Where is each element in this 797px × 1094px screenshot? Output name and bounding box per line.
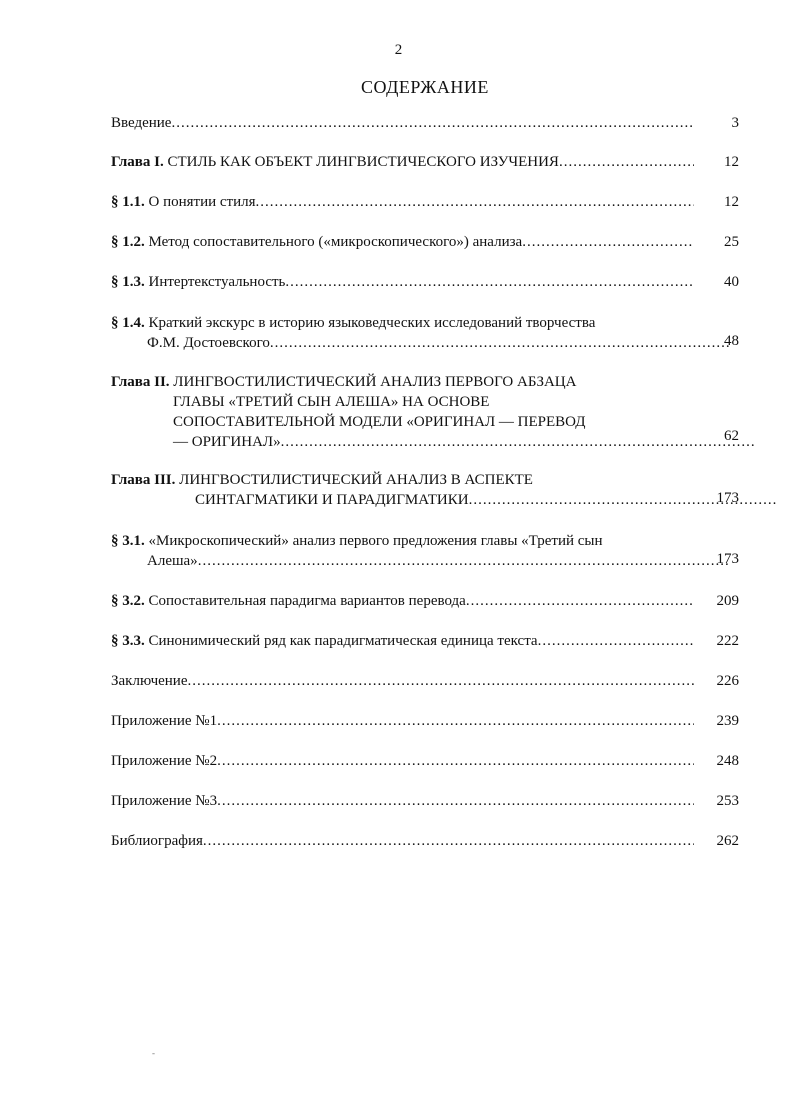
dot-leader [281, 432, 756, 452]
toc-entry-section-1-2 [111, 232, 739, 252]
toc-line [111, 711, 694, 731]
dot-leader [203, 831, 694, 851]
toc-entry-conclusion [111, 671, 739, 691]
toc-entry-section-1-1 [111, 192, 739, 212]
toc-entry-appendix-1 [111, 711, 739, 731]
toc-page-number: 248 [716, 753, 739, 769]
toc-entry-text: — ОРИГИНАЛ» [173, 434, 281, 450]
dot-leader [198, 551, 730, 571]
toc-entry-label: Глава II. [111, 374, 170, 390]
toc-entry-section-1-3 [111, 272, 739, 292]
dot-leader [270, 333, 730, 353]
toc-page-number: 12 [724, 154, 739, 170]
toc-page-number: 62 [724, 428, 739, 444]
dot-leader [559, 152, 694, 172]
toc-entry-appendix-2 [111, 751, 739, 771]
toc-entry-text: Введение [111, 115, 172, 131]
toc-page-number: 222 [716, 633, 739, 649]
toc-entry-text: Краткий экскурс в историю языковедческих исследований творчества [148, 315, 596, 331]
toc-entry-label: § 1.1. [111, 194, 145, 210]
toc-entry-label: § 1.4. [111, 315, 145, 331]
toc-page-number: 48 [724, 333, 739, 349]
toc-line [111, 751, 694, 771]
toc-entry-section-3-3 [111, 631, 739, 651]
toc-entry-text: «Микроскопический» анализ первого предложения главы «Третий сын [148, 533, 603, 549]
toc-entry-text: Приложение №1 [111, 713, 218, 729]
toc-page-number: 262 [716, 833, 739, 849]
toc-entry-text: О понятии стиля [148, 194, 256, 210]
dot-leader [217, 791, 694, 811]
toc-entry-text: Синонимический ряд как парадигматическая единица текста [148, 633, 538, 649]
toc-entry-label: Глава III. [111, 472, 176, 488]
page-number: 2 [394, 42, 403, 58]
toc-line [111, 551, 730, 571]
toc-entry-bibliography [111, 831, 739, 851]
dot-leader [171, 113, 694, 133]
toc-line [111, 372, 739, 392]
toc-page-number: 226 [716, 673, 739, 689]
toc-line [111, 490, 778, 510]
toc-page-number: 12 [724, 194, 739, 210]
toc-entry-text: Алеша» [147, 553, 198, 569]
toc-line [111, 631, 694, 651]
toc-line [111, 392, 739, 412]
toc-line [111, 333, 730, 353]
toc-entry-label: § 3.1. [111, 533, 145, 549]
dot-leader [538, 631, 694, 651]
toc-entry-appendix-3 [111, 791, 739, 811]
toc-entry-text: ГЛАВЫ «ТРЕТИЙ СЫН АЛЕША» НА ОСНОВЕ [173, 394, 490, 410]
toc-entry-chapter-3 [111, 470, 739, 510]
toc-entry-text: Интертекстуальность [148, 274, 286, 290]
dot-leader [217, 751, 694, 771]
dot-leader [217, 711, 694, 731]
toc-entry-introduction [111, 113, 739, 133]
footer-mark: - [152, 1048, 155, 1058]
toc-line [111, 470, 739, 490]
toc-entry-text: Библиография [111, 833, 203, 849]
dot-leader [188, 671, 695, 691]
toc-entry-text: Метод сопоставительного («микроскопического») анализа [148, 234, 523, 250]
toc-entry-text: СОПОСТАВИТЕЛЬНОЙ МОДЕЛИ «ОРИГИНАЛ — ПЕРЕВОД [173, 414, 586, 430]
toc-line [111, 412, 739, 432]
dot-leader [466, 591, 694, 611]
toc-entry-text: Сопоставительная парадигма вариантов перевода [148, 593, 466, 609]
toc-page-number: 209 [716, 593, 739, 609]
toc-entry-label: § 1.3. [111, 274, 145, 290]
toc-page-number: 253 [716, 793, 739, 809]
toc-entry-text: ЛИНГВОСТИЛИСТИЧЕСКИЙ АНАЛИЗ В АСПЕКТЕ [179, 472, 533, 488]
toc-entry-section-3-1 [111, 531, 739, 571]
toc-entry-chapter-2 [111, 372, 739, 452]
toc-page-number: 173 [716, 551, 739, 567]
dot-leader [522, 232, 694, 252]
dot-leader [285, 272, 694, 292]
toc-line [111, 272, 694, 292]
toc-page-number: 40 [724, 274, 739, 290]
toc-entry-text: Приложение №3 [111, 793, 218, 809]
toc-entry-chapter-1 [111, 152, 739, 172]
toc-title: СОДЕРЖАНИЕ [361, 77, 489, 97]
toc-line [111, 591, 694, 611]
toc-line [111, 831, 694, 851]
toc-entry-text: СТИЛЬ КАК ОБЪЕКТ ЛИНГВИСТИЧЕСКОГО ИЗУЧЕНИЯ [167, 154, 559, 170]
toc-entry-text: СИНТАГМАТИКИ И ПАРАДИГМАТИКИ [195, 492, 469, 508]
toc-line [111, 791, 694, 811]
toc-entry-text: Ф.М. Достоевского [147, 335, 270, 351]
toc-line [111, 671, 694, 691]
toc-entry-label: § 1.2. [111, 234, 145, 250]
dot-leader [256, 192, 694, 212]
toc-entry-text: ЛИНГВОСТИЛИСТИЧЕСКИЙ АНАЛИЗ ПЕРВОГО АБЗАЦА [173, 374, 577, 390]
toc-entry-section-3-2 [111, 591, 739, 611]
toc-page-number: 239 [716, 713, 739, 729]
toc-page-number: 25 [724, 234, 739, 250]
toc-entry-section-1-4 [111, 313, 739, 353]
toc-line [111, 313, 739, 333]
toc-entry-label: § 3.3. [111, 633, 145, 649]
toc-line [111, 531, 739, 551]
toc-entry-text: Заключение [111, 673, 188, 689]
toc-entry-label: § 3.2. [111, 593, 145, 609]
toc-entry-text: Приложение №2 [111, 753, 218, 769]
toc-line [111, 113, 694, 133]
toc-page-number: 3 [731, 115, 739, 131]
toc-page-number: 173 [716, 490, 739, 506]
toc-line [111, 232, 694, 252]
toc-entry-label: Глава I. [111, 154, 164, 170]
toc-line [111, 152, 694, 172]
toc-line [111, 192, 694, 212]
toc-line [111, 432, 756, 452]
